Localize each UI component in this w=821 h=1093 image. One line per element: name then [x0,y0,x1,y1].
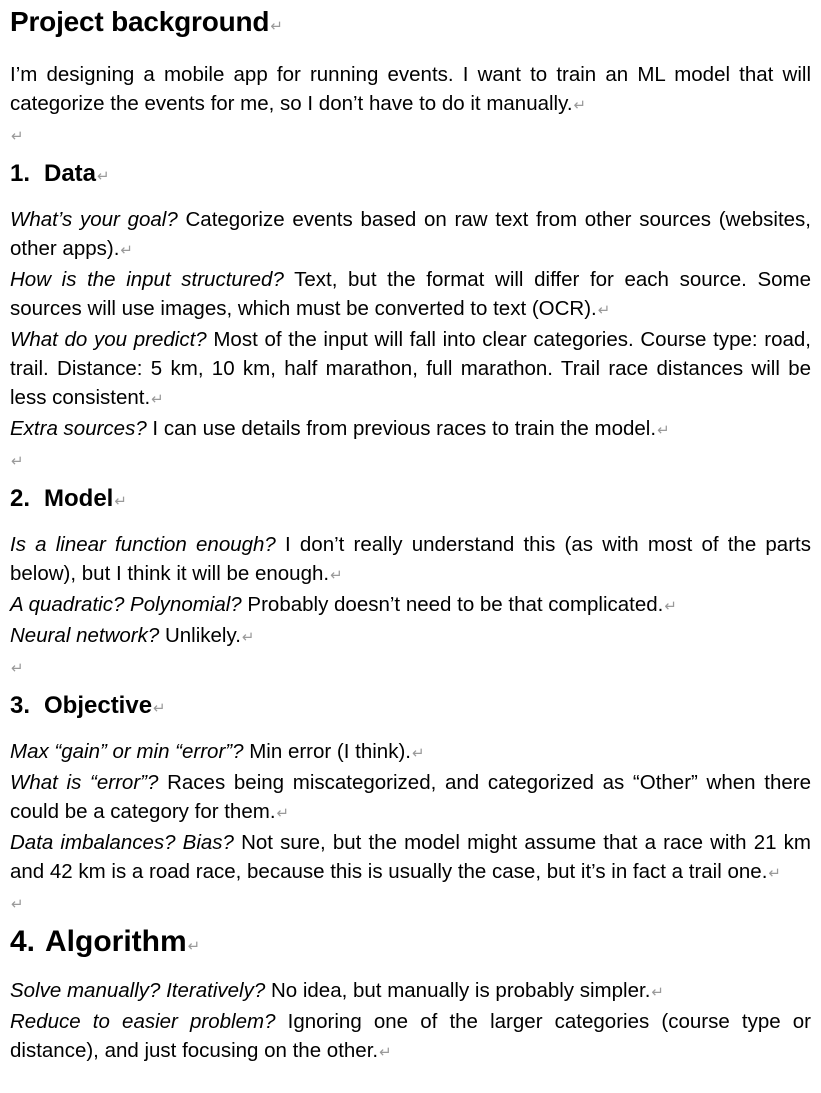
paragraph-mark-icon: ↵ [270,18,283,35]
answer-text: Min error (I think). [243,740,411,763]
paragraph-mark-icon: ↵ [276,805,290,822]
section-heading-objective: 3. Objective↵ [10,692,166,719]
answer-text: Probably doesn’t need to be that complicated. [241,593,664,616]
paragraph-mark-icon: ↵ [379,1044,392,1061]
qa-paragraph [10,265,811,325]
question-text: What is “error”? [10,771,159,794]
empty-paragraph [10,120,811,149]
answer-text: Categorize events based on raw text from other sources (websites, other apps). [10,208,811,260]
question-text: How is the input structured? [10,268,284,291]
qa-paragraph [10,414,811,445]
qa-paragraph [10,976,811,1007]
document-title: Project background↵ [10,6,283,37]
qa-paragraph [10,530,811,590]
answer-text: Races being miscategorized, and categorized as “Other” when there could be a category for them. [10,771,811,823]
paragraph-mark-icon: ↵ [11,128,24,145]
qa-paragraph [10,1007,811,1067]
paragraph-mark-icon: ↵ [651,984,664,1001]
section-heading-algorithm: 4. Algorithm↵ [10,925,201,958]
paragraph-mark-icon: ↵ [11,453,24,470]
intro-paragraph: I’m designing a mobile app for running events. I want to train an ML model that will categorize the events for me, so I don’t have to do it manually.↵ [10,63,811,115]
paragraph-mark-icon: ↵ [11,660,24,677]
answer-text: Unlikely. [159,624,241,647]
question-text: Data imbalances? Bias? [10,831,234,854]
paragraph-mark-icon: ↵ [768,865,781,882]
empty-paragraph [10,888,811,917]
paragraph-mark-icon: ↵ [597,302,611,319]
qa-paragraph [10,621,811,652]
qa-paragraph [10,828,811,888]
section-heading-data: 1. Data↵ [10,160,110,187]
empty-paragraph [10,445,811,474]
answer-text: I don’t really understand this (as with most of the parts below), but I think it will be enough. [10,533,811,585]
question-text: A quadratic? Polynomial? [10,593,242,616]
answer-text: No idea, but manually is probably simpler. [265,979,651,1002]
paragraph-mark-icon: ↵ [11,896,24,913]
question-text: Extra sources? [10,417,147,440]
qa-paragraph [10,768,811,828]
paragraph-mark-icon: ↵ [411,745,425,762]
question-text: Reduce to easier problem? [10,1010,276,1033]
question-text: Is a linear function enough? [10,533,276,556]
paragraph-mark-icon: ↵ [241,629,255,646]
answer-text: Most of the input will fall into clear categories. Course type: road, trail. Distance: 5 km, 10 km, half marathon, full marathon. Trail race distances will be less consistent. [10,328,811,409]
paragraph-mark-icon: ↵ [657,422,670,439]
answer-text: Not sure, but the model might assume that a race with 21 km and 42 km is a road race, because this is usually the case, but it’s in fact a trail one. [10,831,811,883]
paragraph-mark-icon: ↵ [153,700,166,717]
question-text: Max “gain” or min “error”? [10,740,244,763]
qa-paragraph [10,325,811,414]
paragraph-mark-icon: ↵ [97,168,110,185]
paragraph-mark-icon: ↵ [330,567,343,584]
answer-text: Ignoring one of the larger categories (course type or distance), and just focusing on the other. [10,1010,812,1062]
qa-paragraph [10,737,811,768]
section-heading-model: 2. Model↵ [10,485,127,512]
answer-text: Text, but the format will differ for each source. Some sources will use images, which must be converted to text (OCR). [10,268,811,320]
paragraph-mark-icon: ↵ [151,391,164,408]
qa-paragraph [10,590,811,621]
question-text: What do you predict? [10,328,207,351]
question-text: What’s your goal? [10,208,178,231]
paragraph-mark-icon: ↵ [664,598,677,615]
answer-text: I can use details from previous races to train the model. [146,417,657,440]
question-text: Neural network? [10,624,160,647]
paragraph-mark-icon: ↵ [120,242,133,259]
paragraph-mark-icon: ↵ [573,97,587,114]
paragraph-mark-icon: ↵ [114,493,127,510]
paragraph-mark-icon: ↵ [187,938,201,955]
question-text: Solve manually? Iteratively? [10,979,266,1002]
empty-paragraph [10,652,811,681]
qa-paragraph [10,205,811,265]
